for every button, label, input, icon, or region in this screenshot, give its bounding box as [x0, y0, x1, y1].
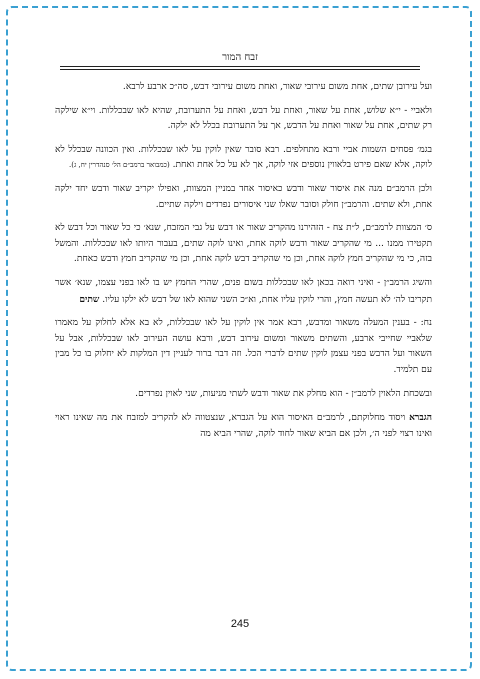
emphasis-word-1: שתים: [79, 293, 100, 305]
paragraph-1: ועל עירובן שתים, אחת משום עירובי שאור, ואחת משום עירובי דבש, סה״כ ארבע לרבא.: [122, 82, 432, 92]
header-rule-thin: [60, 69, 420, 70]
citation: (כמבואר ברמב״ם הל׳ סנהדרין יח, ג).: [69, 161, 170, 170]
paragraph-4: ולכן הרמב״ם מנה את איסור שאור ודבש כאיסור אחד במניין המצוות, ואפילו יקריב שאור ודבש יחד ילקה אחת, ולא שתים. והרמב״ן חולק וסובר שאלו שני איסורים נפרדים וילקה שתיים.: [55, 183, 432, 210]
emphasis-word-2: הגברא: [409, 412, 432, 424]
paragraph-3-text: בגמ׳ פסחים השמות אביי ורבא מתחלפים. רבא סובר שאין לוקין על לאו שבכללות. ואין הכוונה שבכלל לא לוקה, אלא שאם פירט בלאווין נוספים אזי לוקה, אך לא על כל אחת ואחת.: [55, 144, 432, 171]
paragraph-5: [55, 276, 432, 308]
page-body: [55, 80, 432, 450]
page-number: 245: [230, 618, 250, 630]
quote-block: ס׳ המצוות לרמב״ם, ל״ת צח - הזהירנו מהקריב שאור או דבש על גבי המזבח, שנא׳ כי כל שאור וכל דבש לא תקטירו ממנו ... מי שהקריב שאור ודבש לוקה אחת, ואינו לוקה שתים, בעבור היותו לאו שבכללות. והמשל בזה, כי מי שהקריב חמץ לוקה אחת, וכן מי שהקריב דבש לוקה אחת, וכן מי שהקריב חמץ ודבש כאחת.: [55, 223, 432, 265]
paragraph-6: נח: - בענין המעלה משאור ומדבש, רבא אמר אין לוקין על לאו שבכללות, לא בא אלא לחלוק על מאמרו שלאביי שחייבי ארבע, והשתים משאור ומשום עירוב דבש, ורבא עושה העירוב לאו שבכללות, אבל על השאור ועל הדבש בפני עצמן לוקין שתים לדברי הכל. וזה דבר ברור לעניין דין המלקות לא יחלוק בו כל מבין עם תלמיד.: [55, 318, 432, 375]
paragraph-2: ולאביי - י״א שלוש, אחת על שאור, ואחת על דבש, ואחת על התערובת, שהיא לאו שבכללות. וי״א שילקה רק שתים, אחת על שאור ואחת על הדבש, אך על התערובת בכלל לא ילקה.: [55, 105, 432, 132]
header-rule: [60, 66, 420, 67]
running-header: [60, 52, 420, 70]
paragraph-8: [55, 410, 432, 442]
paragraph-5-text: והשיג הרמב״ן - ואיני רואה בכאן לאו שבכללות בשום פנים, שהרי החמץ יש בו לאו בפני עצמו, שנא׳ אשר תקריבו לה׳ לא תעשה חמץ, והרי לוקין עליו אחת, וא״כ השני שהוא לאו של דבש לא ילקו עליו.: [55, 277, 432, 305]
paragraph-8-text: ויסוד מחלוקתם, לרמב״ם האיסור הוא על הגברא, שנצטווה לא להקריב למזבח את מה שאינו ראוי ואינו רצוי לפני ה׳, ולכן אם הביא שאור לחוד לוקה, שהרי הביא מה: [55, 413, 432, 439]
paragraph-3: [55, 143, 432, 174]
header-title: זבח המור: [222, 52, 258, 63]
paragraph-7: ובשכחת הלאוין לרמב״ן - הוא מחלק את שאור ודבש לשתי מניעות, שני לאוין נפרדים.: [135, 388, 432, 399]
